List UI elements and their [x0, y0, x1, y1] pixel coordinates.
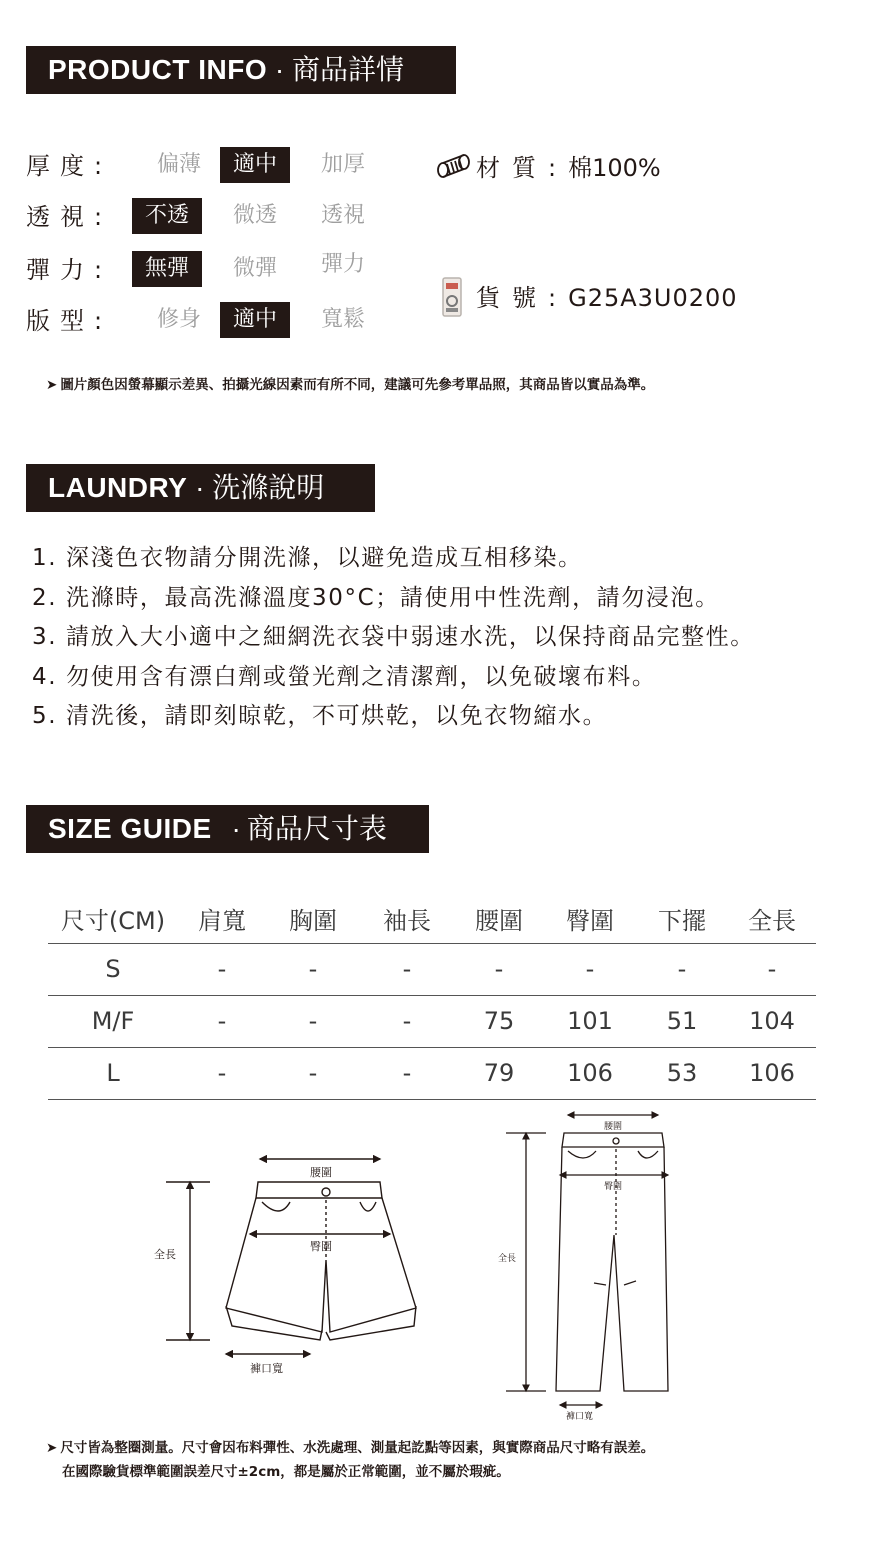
column-header: 肩寬	[178, 895, 266, 943]
header-title-en: SIZE GUIDE	[48, 813, 212, 844]
table-cell: -	[178, 995, 266, 1047]
size-disclaimer-note: ➤ 尺寸皆為整圈測量。尺寸會因布料彈性、水洗處理、測量起訖點等因素，與實際商品尺寸略有誤差。	[46, 1440, 655, 1456]
size-guide-header: SIZE GUIDE · 商品尺寸表	[26, 805, 429, 853]
option: 透視	[320, 203, 365, 228]
header-title-zh: 商品詳情	[292, 53, 405, 86]
option-selected: 適中	[220, 302, 290, 338]
diagram-label: 褲口寬	[566, 1412, 594, 1422]
header-title-en: LAUNDRY	[48, 472, 188, 503]
table-cell: 106	[544, 1047, 636, 1099]
laundry-item: 4. 勿使用含有漂白劑或螢光劑之清潔劑，以免破壞布料。	[32, 664, 657, 690]
table-cell: -	[454, 943, 544, 995]
table-cell: -	[636, 943, 728, 995]
column-header: 腰圍	[454, 895, 544, 943]
diagram-label: 臀圍	[604, 1182, 623, 1192]
option-selected: 不透	[132, 198, 202, 234]
diagram-label: 腰圍	[604, 1122, 623, 1132]
size-table	[48, 895, 816, 1100]
option: 微彈	[232, 256, 277, 281]
column-header: 尺寸(CM)	[48, 895, 178, 943]
pants-measurement-diagram	[490, 1105, 690, 1425]
table-cell: -	[178, 943, 266, 995]
table-row	[48, 1047, 816, 1099]
table-cell: S	[48, 943, 178, 995]
option: 微透	[232, 203, 277, 228]
table-cell: -	[266, 995, 360, 1047]
laundry-item: 5. 清洗後，請即刻晾乾，不可烘乾，以免衣物縮水。	[32, 703, 608, 729]
table-cell: 106	[728, 1047, 816, 1099]
table-cell: -	[266, 943, 360, 995]
diagram-label: 臀圍	[310, 1240, 332, 1253]
table-row	[48, 943, 816, 995]
option: 加厚	[320, 152, 365, 177]
table-cell: -	[728, 943, 816, 995]
shorts-measurement-diagram	[140, 1140, 440, 1390]
option: 寬鬆	[320, 307, 365, 332]
table-cell: 104	[728, 995, 816, 1047]
table-header-row	[48, 895, 816, 943]
option: 修身	[156, 307, 201, 332]
table-row	[48, 995, 816, 1047]
table-cell: -	[178, 1047, 266, 1099]
column-header: 袖長	[360, 895, 454, 943]
diagram-label: 全長	[154, 1248, 176, 1261]
table-cell: -	[360, 1047, 454, 1099]
material-spec: 材質:棉100%	[476, 154, 661, 182]
column-header: 下擺	[636, 895, 728, 943]
table-cell: -	[360, 943, 454, 995]
arrow-right-icon: ➤	[46, 377, 58, 393]
header-title-en: PRODUCT INFO	[48, 54, 268, 85]
table-cell: 101	[544, 995, 636, 1047]
arrow-right-icon: ➤	[46, 1440, 58, 1456]
laundry-item: 2. 洗滌時，最高洗滌溫度30°C；請使用中性洗劑，請勿浸泡。	[32, 585, 720, 611]
column-header: 全長	[728, 895, 816, 943]
laundry-item: 1. 深淺色衣物請分開洗滌，以避免造成互相移染。	[32, 545, 583, 571]
column-header: 臀圍	[544, 895, 636, 943]
table-cell: M/F	[48, 995, 178, 1047]
table-cell: L	[48, 1047, 178, 1099]
table-cell: 51	[636, 995, 728, 1047]
item-number-spec: 貨號:G25A3U0200	[476, 284, 738, 312]
option: 偏薄	[156, 152, 201, 177]
diagram-label: 褲口寬	[250, 1362, 283, 1375]
laundry-item: 3. 請放入大小適中之細網洗衣袋中弱速水洗，以保持商品完整性。	[32, 624, 755, 650]
item-number-value: G25A3U0200	[568, 284, 738, 312]
column-header: 胸圍	[266, 895, 360, 943]
tag-icon	[440, 275, 464, 319]
option-selected: 無彈	[132, 251, 202, 287]
diagram-label: 全長	[498, 1254, 517, 1264]
size-tolerance-note: 在國際驗貨標準範圍誤差尺寸±2cm，都是屬於正常範圍，並不屬於瑕疵。	[62, 1464, 510, 1480]
table-cell: 79	[454, 1047, 544, 1099]
product-info-header: PRODUCT INFO · 商品詳情	[26, 46, 456, 94]
color-disclaimer-note: ➤ 圖片顏色因螢幕顯示差異、拍攝光線因素而有所不同，建議可先參考單品照，其商品皆以實品為準。	[46, 377, 655, 393]
thread-spool-icon	[434, 152, 474, 182]
table-cell: -	[266, 1047, 360, 1099]
header-title-zh: 洗滌說明	[212, 471, 325, 504]
diagram-label: 腰圍	[310, 1166, 332, 1179]
header-title-zh: 商品尺寸表	[246, 812, 387, 845]
option-selected: 適中	[220, 147, 290, 183]
table-cell: 53	[636, 1047, 728, 1099]
laundry-header: LAUNDRY · 洗滌說明	[26, 464, 375, 512]
material-value: 棉100%	[568, 154, 661, 182]
table-cell: -	[360, 995, 454, 1047]
table-cell: -	[544, 943, 636, 995]
table-cell: 75	[454, 995, 544, 1047]
option: 彈力	[320, 252, 365, 277]
